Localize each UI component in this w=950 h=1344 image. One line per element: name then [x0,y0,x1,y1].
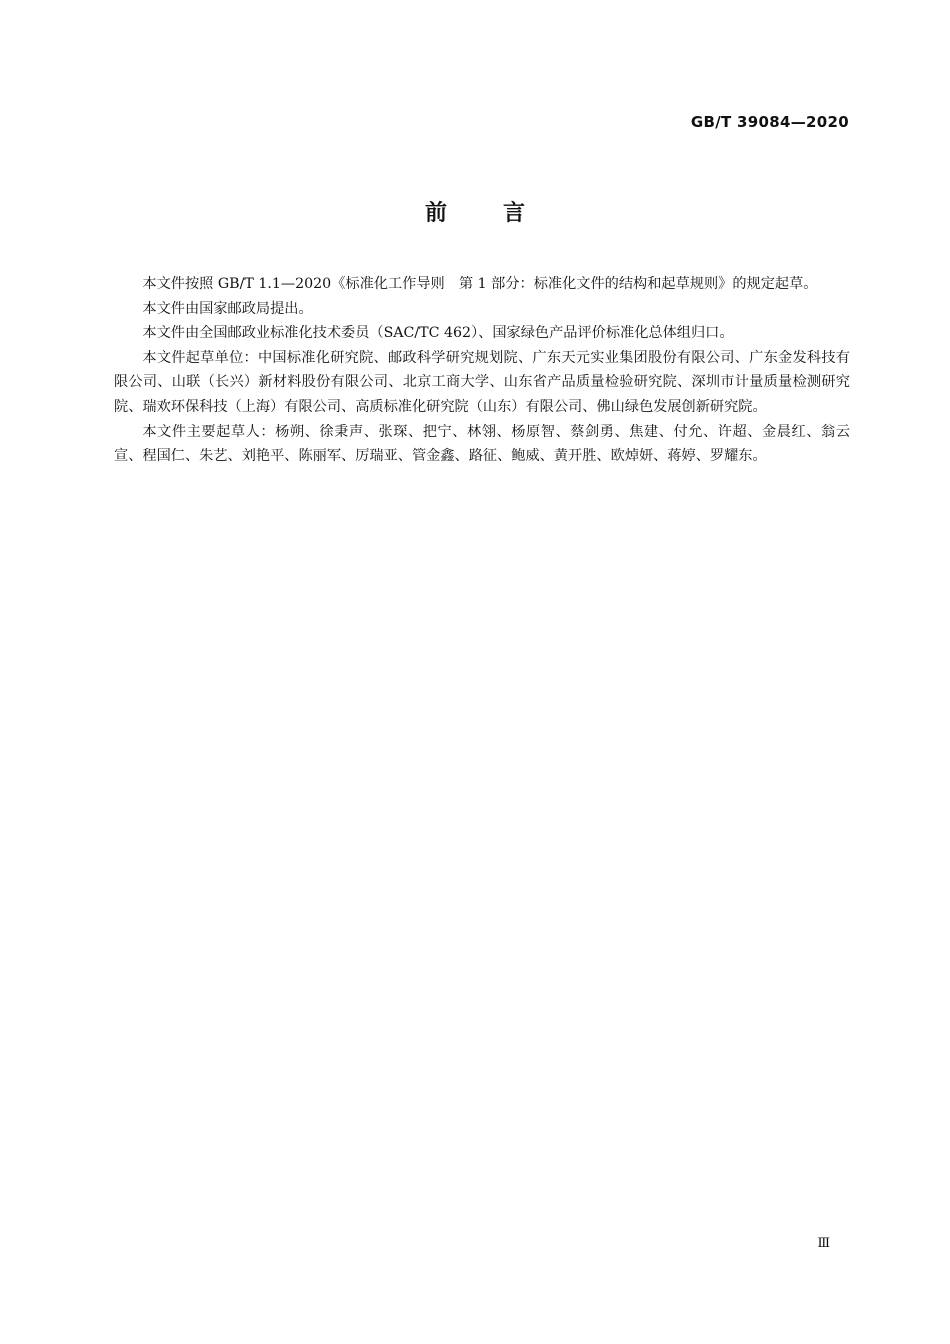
paragraph-drafting-organizations: 本文件起草单位：中国标准化研究院、邮政科学研究规划院、广东天元实业集团股份有限公司、广东金发科技有限公司、山联（长兴）新材料股份有限公司、北京工商大学、山东省产品质量检验研究院、深圳市计量质量检测研究院、瑞欢环保科技（上海）有限公司、高质标准化研究院（山东）有限公司、佛山绿色发展创新研究院。 [114,349,850,415]
paragraph-centralized-by: 本文件由全国邮政业标准化技术委员（SAC/TC 462）、国家绿色产品评价标准化总体组归口。 [142,325,734,342]
foreword-body [114,272,850,469]
page-number: Ⅲ [817,1236,830,1251]
section-title: 前言 [424,201,581,226]
paragraph-drafting-rules: 本文件按照 GB/T 1.1—2020《标准化工作导则 第 1 部分：标准化文件的结构和起草规则》的规定起草。 [142,276,818,292]
standard-number: GB/T 39084—2020 [690,113,849,131]
paragraph-main-drafters: 本文件主要起草人：杨朔、徐秉声、张琛、把宁、林翎、杨原智、蔡剑勇、焦建、付允、许超、金晨红、翁云宣、程国仁、朱艺、刘艳平、陈丽军、厉瑞亚、管金鑫、路征、鲍威、黄开胜、欧焯妍、蒋婷、罗耀东。 [114,423,850,465]
paragraph-proposer: 本文件由国家邮政局提出。 [142,300,313,317]
